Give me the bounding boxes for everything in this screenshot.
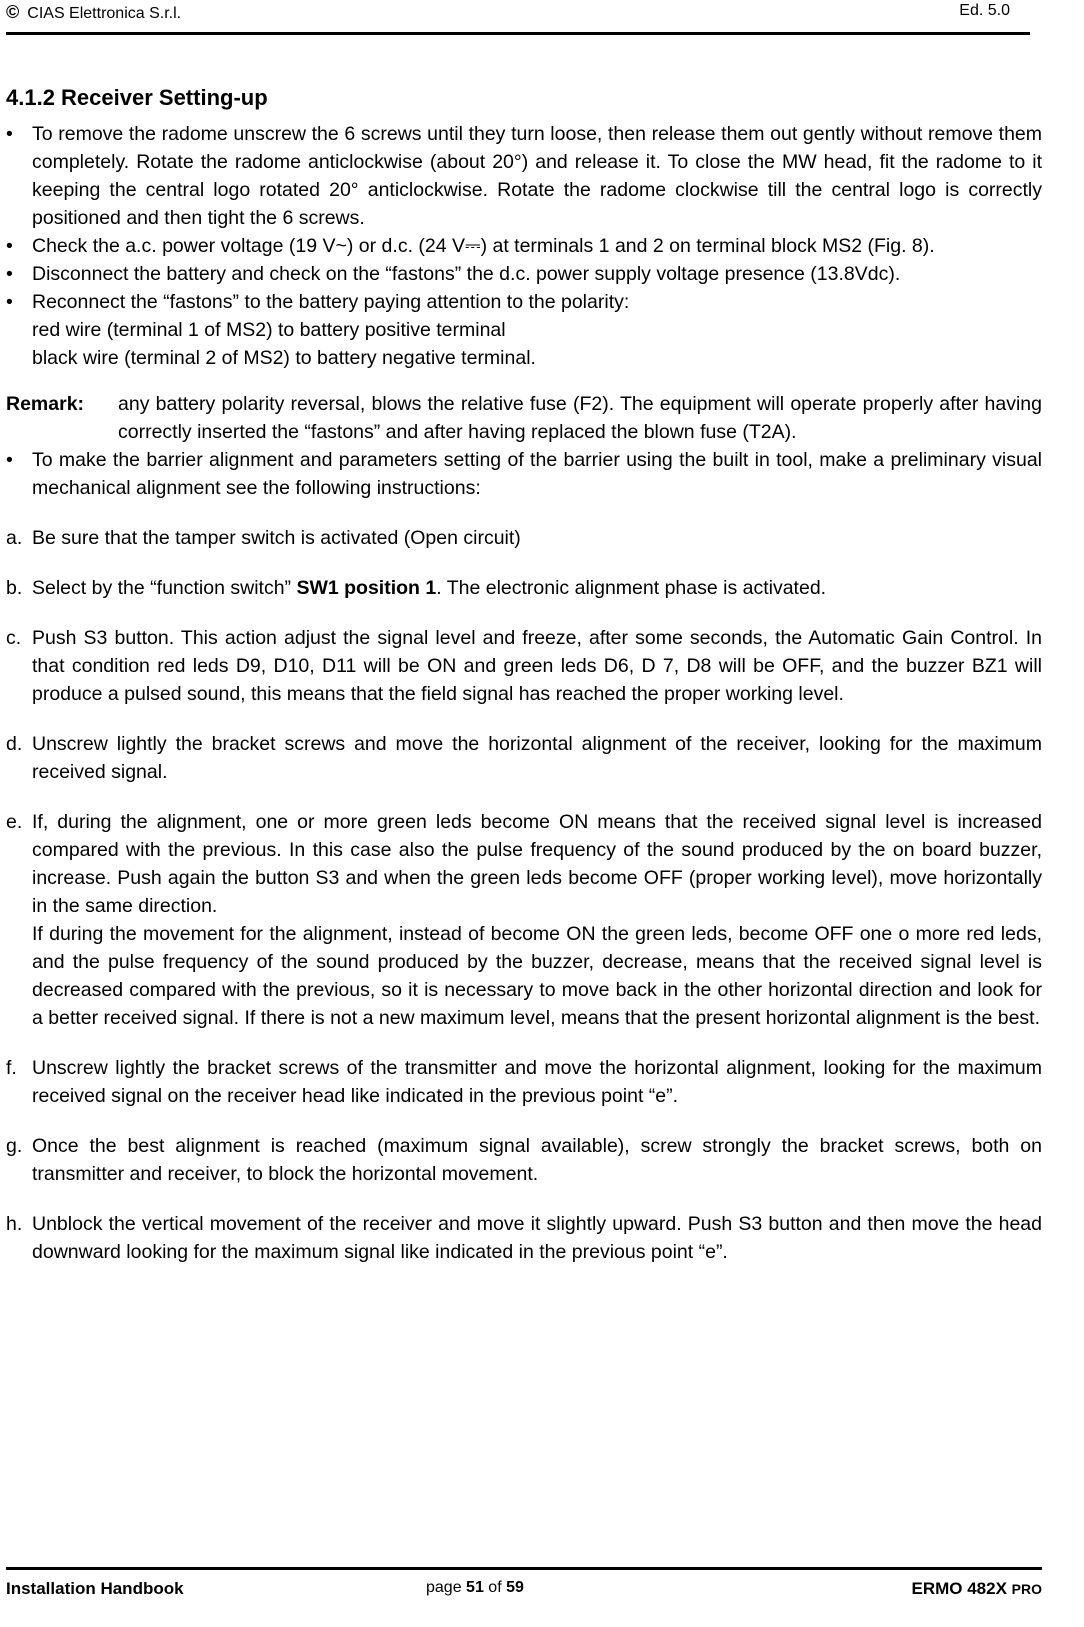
page-of: of [483, 1579, 507, 1596]
page-prefix: page [426, 1579, 467, 1596]
step-b-label: b. [6, 577, 23, 599]
remark-label: Remark: [6, 393, 85, 415]
step-e [6, 808, 1042, 1032]
step-d-text: Unscrew lightly the bracket screws and move the horizontal alignment of the receiver, looking for the maximum received signal. [32, 733, 1042, 783]
remark-note [6, 390, 1042, 446]
reconnect-line-2: red wire (terminal 1 of MS2) to battery positive terminal [32, 319, 506, 341]
current-page: 51 [466, 1579, 484, 1596]
section-title: 4.1.2 Receiver Setting-up [6, 85, 268, 110]
step-g-text: Once the best alignment is reached (maximum signal available), screw strongly the bracket screws, both on transmitter and receiver, to block the horizontal movement. [32, 1135, 1042, 1185]
step-f-text: Unscrew lightly the bracket screws of the transmitter and move the horizontal alignment, looking for the maximum received signal on the receiver head like indicated in the previous point “e”. [32, 1057, 1042, 1107]
product-name: ERMO 482X [911, 1579, 1012, 1598]
step-h [6, 1210, 1042, 1266]
footer-page-number [426, 1579, 524, 1597]
copyright-symbol: © [6, 2, 20, 22]
document-body [6, 84, 1042, 1266]
product-suffix: PRO [1011, 1581, 1042, 1597]
total-pages: 59 [506, 1579, 524, 1596]
step-e-label: e. [6, 811, 23, 833]
step-d [6, 730, 1042, 786]
step-a-text: Be sure that the tamper switch is activated (Open circuit) [32, 527, 521, 549]
step-f-label: f. [6, 1057, 17, 1079]
step-h-text: Unblock the vertical movement of the receiver and move it slightly upward. Push S3 button and then move the head downward looking for the maximum signal like indicated in the previous point “e”. [32, 1213, 1042, 1263]
step-d-label: d. [6, 733, 23, 755]
step-c [6, 624, 1042, 708]
bullet-barrier-alignment: • To make the barrier alignment and parameters setting of the barrier using the built in tool, make a preliminary visual mechanical alignment see the following instructions: [6, 446, 1042, 502]
reconnect-line-3: black wire (terminal 2 of MS2) to battery negative terminal. [32, 347, 536, 369]
footer-handbook-title: Installation Handbook [6, 1579, 184, 1598]
step-b-text-pre: Select by the “function switch” [32, 577, 297, 599]
bullet-power-voltage: • Check the a.c. power voltage (19 V~) or d.c. (24 V⎓) at terminals 1 and 2 on terminal block MS2 (Fig. 8). [6, 232, 1042, 260]
page-header [6, 0, 1030, 35]
header-company [6, 2, 181, 23]
step-b-switch-position: SW1 position 1 [296, 577, 437, 599]
step-e-text-2: If during the movement for the alignment, instead of become ON the green leds, become OFF one o more red leds, and the pulse frequency of the sound produced by the buzzer, decrease, means that the received signal level is decreased compared with the previous, so it is necessary to move back in the other horizontal direction and look for a better received signal. If there is not a new maximum level, means that the present horizontal alignment is the best. [32, 923, 1042, 1029]
step-c-label: c. [6, 627, 22, 649]
footer-product-name [912, 1579, 1043, 1599]
step-b [6, 574, 1042, 602]
step-g [6, 1132, 1042, 1188]
reconnect-line-1: • Reconnect the “fastons” to the battery paying attention to the polarity: [32, 291, 630, 313]
step-f [6, 1054, 1042, 1110]
step-a [6, 524, 1042, 552]
bullet-radome: • To remove the radome unscrew the 6 screws until they turn loose, then release them out gently without remove them completely. Rotate the radome anticlockwise (about 20°) and release it. To close the MW head, fit the radome to it keeping the central logo rotated 20° anticlockwise. Rotate the radome clockwise till the central logo is correctly positioned and then tight the 6 screws. [6, 120, 1042, 232]
remark-text: any battery polarity reversal, blows the relative fuse (F2). The equipment will operate properly after having correctly inserted the “fastons” and after having replaced the blown fuse (T2A). [118, 393, 1042, 443]
step-c-text: Push S3 button. This action adjust the signal level and freeze, after some seconds, the Automatic Gain Control. In that condition red leds D9, D10, D11 will be ON and green leds D6, D 7, D8 will be OFF, and the buzzer BZ1 will produce a pulsed sound, this means that the field signal has reached the proper working level. [32, 627, 1042, 705]
step-a-label: a. [6, 527, 23, 549]
company-name: CIAS Elettronica S.r.l. [27, 5, 182, 22]
bullet-reconnect-fastons [6, 288, 1042, 372]
bullet-disconnect-battery: • Disconnect the battery and check on the “fastons” the d.c. power supply voltage presence (13.8Vdc). [6, 260, 1042, 288]
step-e-text-1: If, during the alignment, one or more green leds become ON means that the received signal level is increased compared with the previous. In this case also the pulse frequency of the sound produced by the on board buzzer, increase. Push again the button S3 and when the green leds become OFF (proper working level), move horizontally in the same direction. [32, 811, 1042, 917]
step-h-label: h. [6, 1213, 23, 1235]
step-g-label: g. [6, 1135, 23, 1157]
edition-label: Ed. 5.0 [959, 2, 1010, 19]
step-b-text-post: . The electronic alignment phase is activated. [436, 577, 827, 599]
page-footer [6, 1567, 1042, 1598]
